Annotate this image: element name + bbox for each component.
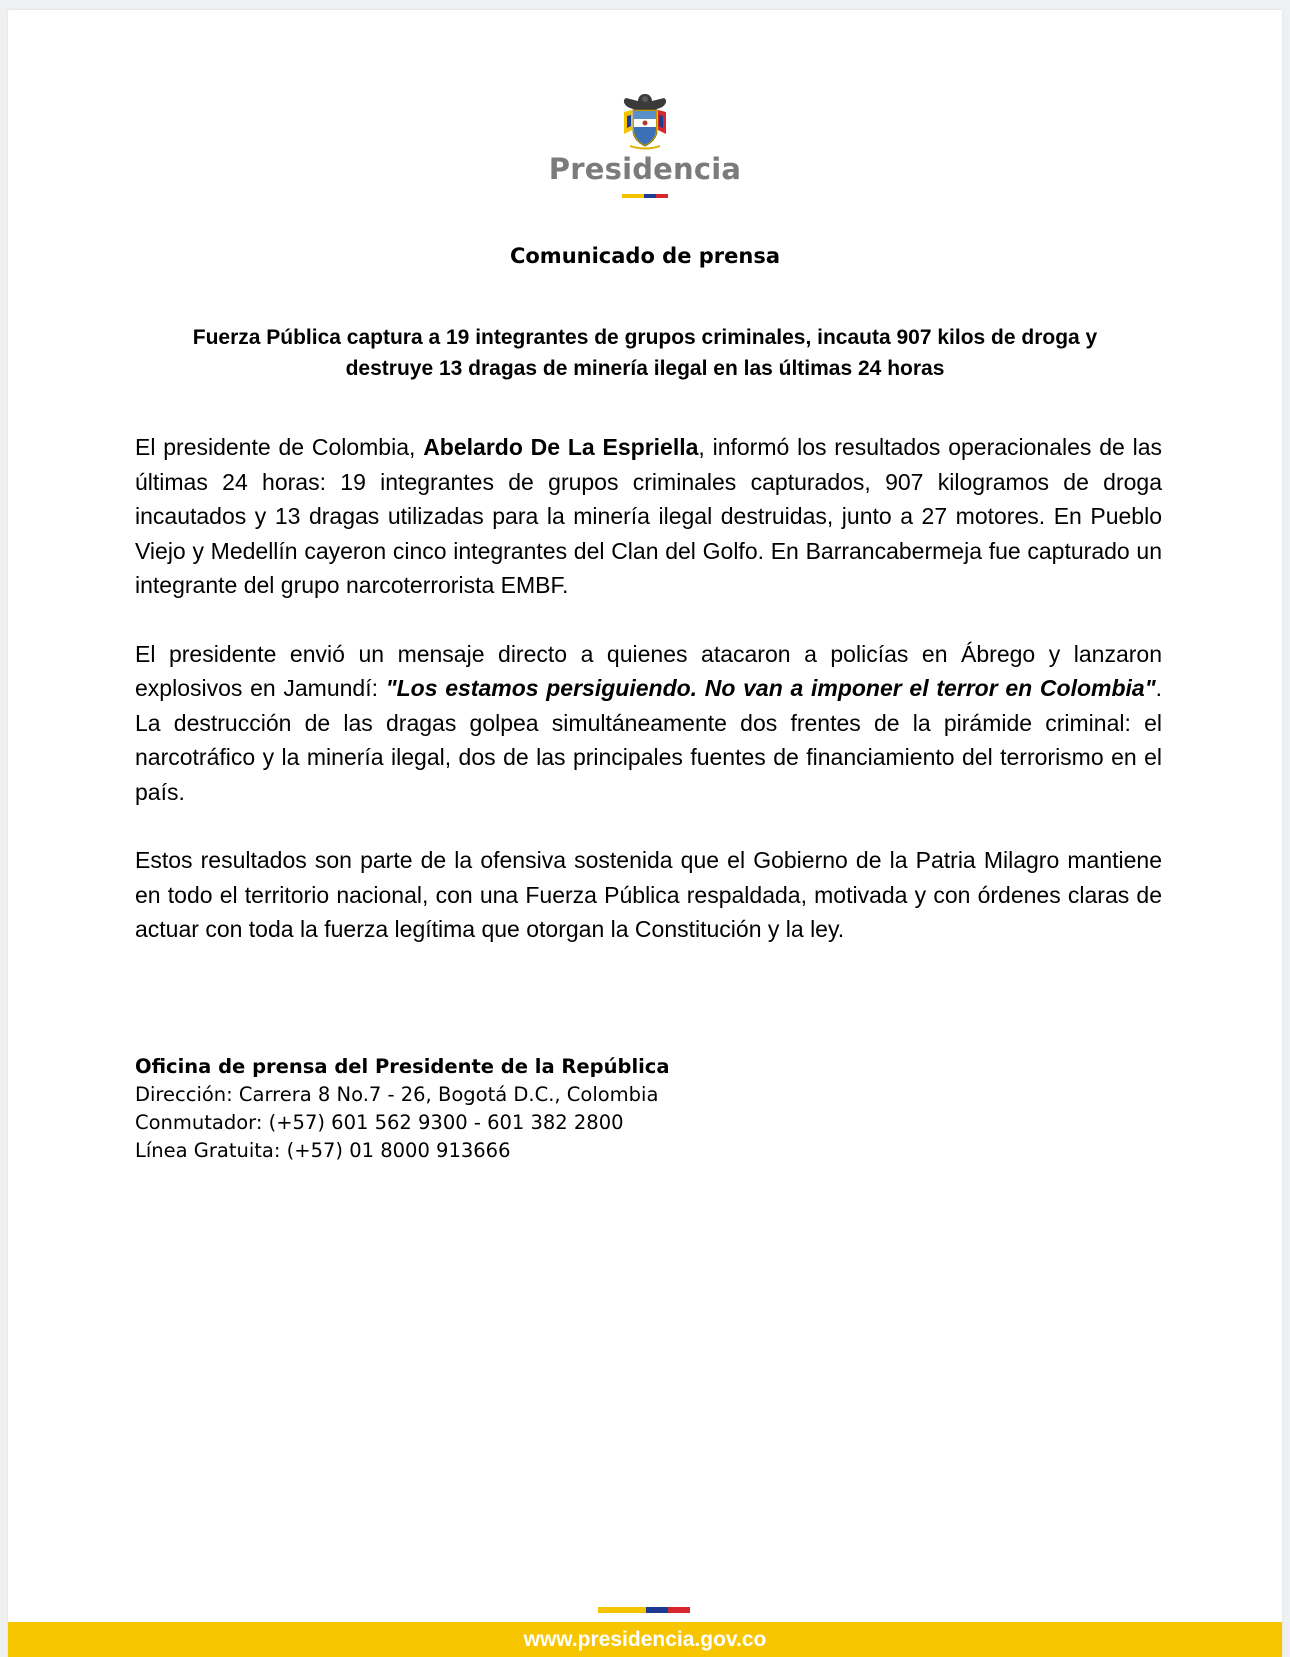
press-release-body xyxy=(135,430,1162,981)
president-name: Abelardo De La Espriella xyxy=(423,434,699,460)
paragraph-1 xyxy=(135,430,1162,603)
coat-of-arms-icon xyxy=(618,90,672,150)
paragraph-2-intro: El presidente envió un mensaje directo a quienes atacaron a policías en Ábrego y lanzaron explosivos en Jamundí: xyxy=(135,640,1162,701)
paragraph-2 xyxy=(135,637,1162,810)
contact-toll-free: Línea Gratuita: (+57) 01 8000 913666 xyxy=(135,1139,511,1162)
presidencia-logo xyxy=(8,90,1282,198)
logo-wordmark: Presidencia xyxy=(548,152,742,186)
paragraph-1-text: , informó los resultados operacionales de las últimas 24 horas: 19 integrantes de grupos criminales capturados, 907 kilogramos de droga incautados y 13 dragas utilizadas para la minería ilegal destruidas, junto a 27 motores. En Pueblo Viejo y Medellín cayeron cinco integrantes del Clan del Golfo. En Barrancabermeja fue capturado un integrante del grupo narcoterrorista EMBF. xyxy=(135,434,1162,598)
footer-bar xyxy=(8,1622,1282,1657)
paragraph-2-text: . La destrucción de las dragas golpea simultáneamente dos frentes de la pirámide criminal: el narcotráfico y la minería ilegal, dos de las principales fuentes de financiamiento del terrorismo en el país. xyxy=(135,675,1163,805)
paragraph-3: Estos resultados son parte de la ofensiva sostenida que el Gobierno de la Patria Milagro mantiene en todo el territorio nacional, con una Fuerza Pública respaldada, motivada y con órdenes claras de actuar con toda la fuerza legítima que otorgan la Constitución y la ley. xyxy=(135,847,1162,942)
contact-switchboard: Conmutador: (+57) 601 562 9300 - 601 382 2800 xyxy=(135,1111,624,1134)
footer-flag-stripe xyxy=(598,1607,690,1613)
document-type-title: Comunicado de prensa xyxy=(509,244,781,268)
paragraph-1-intro: El presidente de Colombia, xyxy=(135,434,424,460)
press-release-page xyxy=(8,10,1282,1657)
footer-website-link[interactable]: www.presidencia.gov.co xyxy=(523,1628,767,1651)
president-quote: "Los estamos persiguiendo. No van a imponer el terror en Colombia" xyxy=(385,675,1156,701)
contact-address: Dirección: Carrera 8 No.7 - 26, Bogotá D.C., Colombia xyxy=(135,1083,659,1106)
contact-block xyxy=(135,1053,670,1165)
press-office-name: Oficina de prensa del Presidente de la República xyxy=(135,1055,670,1078)
logo-flag-stripe xyxy=(8,194,1282,198)
press-release-headline: Fuerza Pública captura a 19 integrantes de grupos criminales, incauta 907 kilos de droga y destruye 13 dragas de minería ilegal en las últimas 24 horas xyxy=(192,326,1098,380)
